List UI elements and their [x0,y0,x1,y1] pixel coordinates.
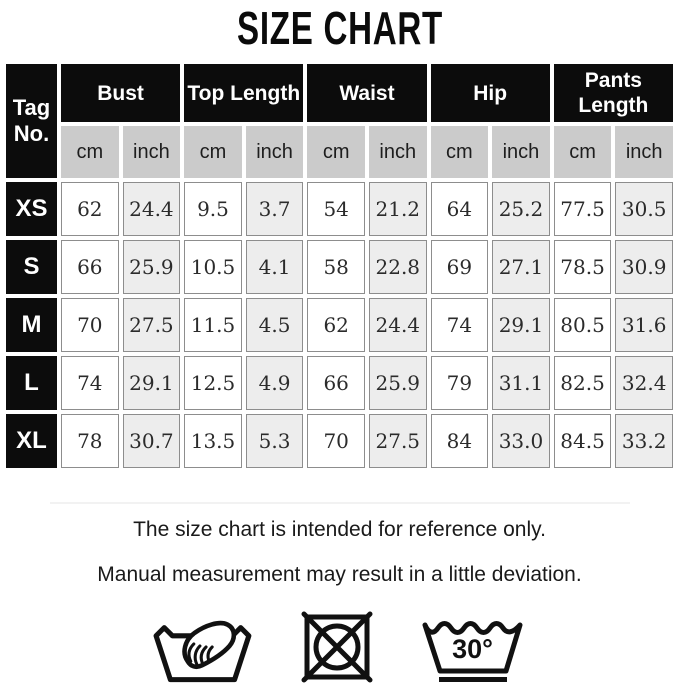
table-row-s [6,240,673,294]
size-value-cell: 30.7 [123,414,181,468]
size-tag: L [6,356,57,410]
unit-header: inch [492,126,550,178]
size-value-cell: 32.4 [615,356,673,410]
size-value-cell: 74 [61,356,119,410]
size-value-cell: 4.5 [246,298,304,352]
size-value-cell: 79 [431,356,489,410]
size-value-cell: 66 [307,356,365,410]
size-value-cell: 62 [61,182,119,236]
size-value-cell: 62 [307,298,365,352]
size-value-cell: 31.6 [615,298,673,352]
unit-header: inch [123,126,181,178]
divider [50,502,630,504]
size-value-cell: 84 [431,414,489,468]
size-value-cell: 24.4 [123,182,181,236]
size-value-cell: 58 [307,240,365,294]
size-value-cell: 70 [61,298,119,352]
table-row-xs [6,182,673,236]
size-value-cell: 66 [61,240,119,294]
table-row-m [6,298,673,352]
size-value-cell: 84.5 [554,414,612,468]
size-value-cell: 22.8 [369,240,427,294]
size-tag: XS [6,182,57,236]
size-value-cell: 3.7 [246,182,304,236]
group-header-waist: Waist [307,64,426,122]
unit-header: cm [184,126,242,178]
size-value-cell: 12.5 [184,356,242,410]
do-not-tumble-dry-icon [297,608,377,691]
size-value-cell: 69 [431,240,489,294]
size-value-cell: 70 [307,414,365,468]
care-icons-row [0,608,679,691]
size-value-cell: 11.5 [184,298,242,352]
size-value-cell: 78.5 [554,240,612,294]
size-value-cell: 10.5 [184,240,242,294]
size-value-cell: 74 [431,298,489,352]
size-value-cell: 9.5 [184,182,242,236]
group-header-bust: Bust [61,64,180,122]
size-value-cell: 29.1 [492,298,550,352]
size-tag: M [6,298,57,352]
size-value-cell: 27.1 [492,240,550,294]
wash-30-degrees-icon [417,608,529,691]
size-value-cell: 5.3 [246,414,304,468]
size-value-cell: 54 [307,182,365,236]
hand-wash-icon [151,608,257,691]
title-wrap [0,0,679,60]
size-value-cell: 30.9 [615,240,673,294]
size-value-cell: 4.1 [246,240,304,294]
unit-header: cm [554,126,612,178]
size-value-cell: 24.4 [369,298,427,352]
size-value-cell: 27.5 [123,298,181,352]
notes [0,518,679,587]
size-value-cell: 4.9 [246,356,304,410]
group-header-top-length: Top Length [184,64,303,122]
unit-header: inch [369,126,427,178]
size-value-cell: 21.2 [369,182,427,236]
unit-header: cm [307,126,365,178]
size-value-cell: 31.1 [492,356,550,410]
unit-header-row [6,126,673,178]
size-value-cell: 25.2 [492,182,550,236]
table-row-xl [6,414,673,468]
note-reference-only: The size chart is intended for reference only. [133,518,546,541]
page-title: SIZE CHART [236,2,443,54]
unit-header: inch [246,126,304,178]
size-value-cell: 30.5 [615,182,673,236]
size-value-cell: 78 [61,414,119,468]
note-measurement-deviation: Manual measurement may result in a little deviation. [97,563,582,586]
size-tag: XL [6,414,57,468]
size-value-cell: 13.5 [184,414,242,468]
size-value-cell: 33.2 [615,414,673,468]
size-table [2,60,677,472]
size-value-cell: 29.1 [123,356,181,410]
wash-temperature-label: 30° [452,634,493,664]
size-value-cell: 25.9 [369,356,427,410]
unit-header: inch [615,126,673,178]
size-value-cell: 80.5 [554,298,612,352]
size-value-cell: 77.5 [554,182,612,236]
size-value-cell: 25.9 [123,240,181,294]
unit-header: cm [61,126,119,178]
size-value-cell: 64 [431,182,489,236]
corner-header-tag-no: Tag No. [6,64,57,178]
table-row-l [6,356,673,410]
size-value-cell: 27.5 [369,414,427,468]
unit-header: cm [431,126,489,178]
group-header-pants-length: Pants Length [554,64,673,122]
group-header-hip: Hip [431,64,550,122]
group-header-row [6,64,673,122]
size-value-cell: 82.5 [554,356,612,410]
size-value-cell: 33.0 [492,414,550,468]
size-tag: S [6,240,57,294]
